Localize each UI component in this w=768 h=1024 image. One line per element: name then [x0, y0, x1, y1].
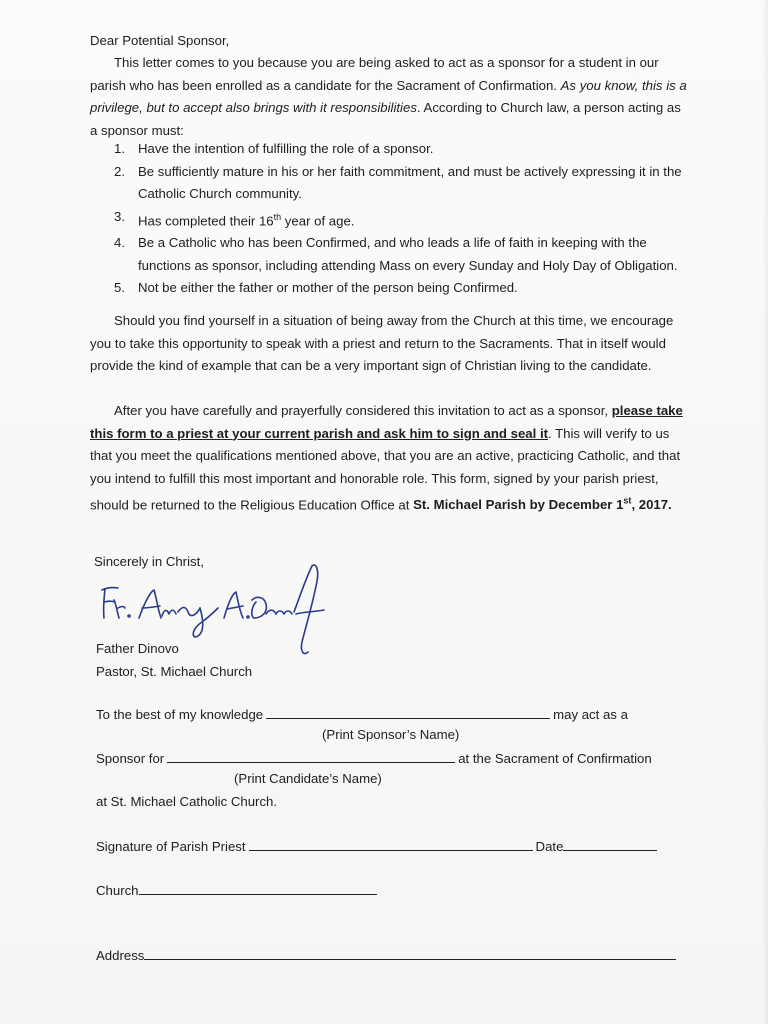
requirement-item: 2. Be sufficiently mature in his or her faith commitment, and must be actively expressing it in the Catholic Church community.	[114, 163, 682, 201]
deadline: St. Michael Parish by December 1st, 2017.	[413, 496, 672, 513]
sponsor-name-line: To the best of my knowledge may act as a	[96, 704, 628, 725]
greeting: Dear Potential Sponsor,	[90, 33, 230, 48]
church-line: Church	[96, 880, 380, 901]
instructions-paragraph: After you have carefully and prayerfully considered this invitation to act as a sponsor, please take this form to a priest at your current parish and ask him to sign and seal it. This will verify to us that you meet the qualifications mentioned above, that you are an active, practicing Catholic, and that you intend to fulfill this most important and honorable role. This form, signed by your parish priest, should be returned to the Religious Education Office at St. Michael Parish by December 1st, 2017.	[90, 403, 683, 513]
sponsor-name-caption: (Print Sponsor’s Name)	[322, 727, 460, 742]
intro-paragraph	[90, 52, 690, 142]
requirement-item: 3. Has completed their 16th year of age.	[114, 208, 355, 228]
requirement-item: 5. Not be either the father or mother of the person being Confirmed.	[114, 280, 518, 296]
instructions-underlined: please take this form to a priest at your current parish and ask him to sign and seal it	[90, 403, 683, 441]
requirement-item: 1. Have the intention of fulfilling the role of a sponsor.	[114, 141, 434, 156]
closing: Sincerely in Christ,	[94, 554, 204, 569]
sponsor-name-field[interactable]	[266, 704, 550, 719]
church-field[interactable]	[139, 880, 377, 895]
priest-signature-line: Signature of Parish Priest Date	[96, 836, 660, 857]
intro-text: This letter comes to you because you are being asked to act as a sponsor for a student in our parish who has been enrolled as a candidate for the Sacrament of Confirmation.	[90, 55, 659, 93]
signer-name: Father Dinovo	[96, 641, 179, 656]
requirements-list	[90, 138, 690, 300]
requirement-item: 4. Be a Catholic who has been Confirmed, and who leads a life of faith in keeping with the functions as sponsor, including attending Mass on every Sunday and Holy Day of Obligation.	[114, 235, 678, 273]
scan-shadow	[762, 0, 768, 1024]
address-line: Address	[96, 945, 679, 966]
signer-block	[96, 638, 252, 683]
intro-text-end: . According to Church law, a person acting as a sponsor must:	[90, 100, 681, 138]
candidate-name-caption: (Print Candidate’s Name)	[234, 771, 382, 786]
date-field[interactable]	[563, 836, 657, 851]
candidate-name-field[interactable]	[167, 748, 455, 763]
return-paragraph: Should you find yourself in a situation of being away from the Church at this time, we encourage you to take this opportunity to speak with a priest and return to the Sacraments. That in itself would provide the kind of example that can be a very important sign of Christian living to the candidate.	[90, 313, 674, 373]
address-field[interactable]	[144, 945, 676, 960]
intro-italic: As you know, this is a privilege, but to accept also brings with it responsibilities	[90, 77, 687, 115]
signer-title: Pastor, St. Michael Church	[96, 663, 253, 679]
priest-signature-field[interactable]	[249, 836, 533, 851]
church-location-line: at St. Michael Catholic Church.	[96, 794, 278, 809]
candidate-name-line: Sponsor for at the Sacrament of Confirmation	[96, 748, 652, 769]
